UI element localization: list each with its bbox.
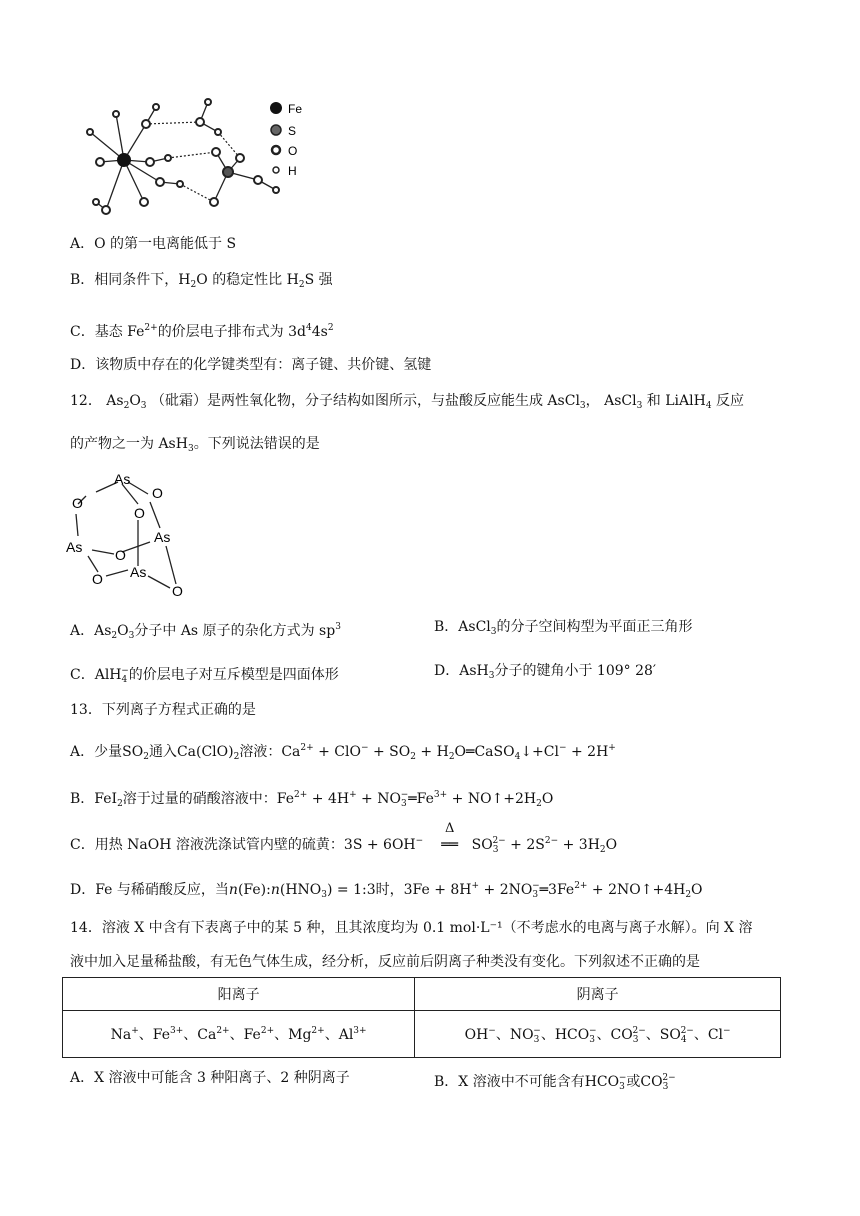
figure-legend [270,102,302,178]
q13-option-b: B．FeI$_2$溶于过量的硝酸溶液中：$Fe^{2+} + 4H^+$ + $NO_3^-═Fe^{3+}$ + $NO↑+2H_2O$ [70,790,554,809]
svg-text:O: O [92,571,103,587]
q12-option-c: C．AlH$_4$−的价层电子对互斥模型是四面体形 [70,666,339,685]
q13-option-d: D．Fe 与稀硝酸反应，当$n(Fe):n(HNO_3)$ = 1:3时，$3Fe + 8H^+ + 2NO_3^-═3Fe^{2+}$ + $2NO↑+4H_2O$ [70,881,703,900]
q12-option-d: D．AsH$_3$分子的键角小于 109° 28′ [434,663,657,681]
q14-stem-line2: 液中加入足量稀盐酸，有无色气体生成，经分析，反应前后阴离子种类没有变化。下列叙述不正确的是 [70,954,700,970]
svg-text:O: O [72,495,83,511]
svg-text:O: O [152,485,163,501]
q14-stem-line1: 14．溶液 X 中含有下表离子中的某 5 种，且其浓度均为 0.1 mol·L⁻¹（不考虑水的电离与离子水解）。向 X 溶 [70,920,753,936]
ion-table [62,977,781,1058]
q13-option-a: A．少量$SO_2$通入$Ca(ClO)_2$溶液：$Ca^{2+} + ClO^- + SO_2$ + $H_2O═CaSO_4↓+Cl^- + 2H^+$ [70,743,616,762]
q13-stem: 13．下列离子方程式正确的是 [70,702,256,718]
q12-option-b: B．AsCl$_3$的分子空间构型为平面正三角形 [434,619,693,637]
table-header-anions: 阴离子 [415,978,781,1011]
cation-list: Na+、$Fe^{3+}$、$Ca^{2+}$、$Fe^{2+}$、$Mg^{2+}$、$Al^{3+}$ [63,1011,415,1058]
q12-stem-line1: 12． $As_2O_3$ （砒霜）是两性氧化物，分子结构如图所示，与盐酸反应能生成 AsCl$_3$， AsCl$_3$ 和 LiAlH$_4$ 反应 [70,393,744,411]
q12-stem-line2: 的产物之一为 AsH$_3$。下列说法错误的是 [70,436,320,454]
q14-option-a: A．X 溶液中可能含 3 种阳离子、2 种阴离子 [70,1070,350,1086]
svg-text:H: H [288,164,297,178]
svg-text:S: S [288,124,297,138]
svg-text:As: As [114,471,131,487]
svg-text:As: As [130,564,147,580]
q11-option-a: A．O 的第一电离能低于 S [70,236,237,252]
svg-text:Fe: Fe [288,102,303,116]
table-header-cations: 阳离子 [63,978,415,1011]
fe-complex-figure [68,92,313,227]
q13-option-c: C．用热 NaOH 溶液洗涤试管内壁的硫黄：3S + 6OH− Δ ══ $SO_3^{2-} + 2S^{2-} + 3H_2O$ [70,821,618,855]
q11-option-d: D．该物质中存在的化学键类型有：离子键、共价键、氢键 [70,357,432,373]
svg-text:O: O [172,583,183,599]
q11-option-b: B．相同条件下，$H_2O$ 的稳定性比 $H_2S$ 强 [70,272,333,290]
anion-list: OH−、$NO_3^-$、$HCO_3^-$、$CO_3^{2-}$、$SO_4^{2-}$、Cl− [415,1011,781,1058]
svg-text:O: O [115,547,126,563]
svg-text:As: As [154,529,171,545]
q14-option-b: B．X 溶液中不可能含有$HCO_3^-$或$CO_3^{2-}$ [434,1073,676,1092]
q12-option-a: A．$As_2O_3$分子中 As 原子的杂化方式为 $sp^3$ [70,622,341,641]
svg-text:O: O [288,144,298,158]
q11-option-c: C．基态 $Fe^{2+}$的价层电子排布式为 $3d^44s^2$ [70,323,334,340]
svg-text:O: O [134,505,145,521]
as4o6-structure-figure [62,466,202,606]
svg-text:As: As [66,539,83,555]
